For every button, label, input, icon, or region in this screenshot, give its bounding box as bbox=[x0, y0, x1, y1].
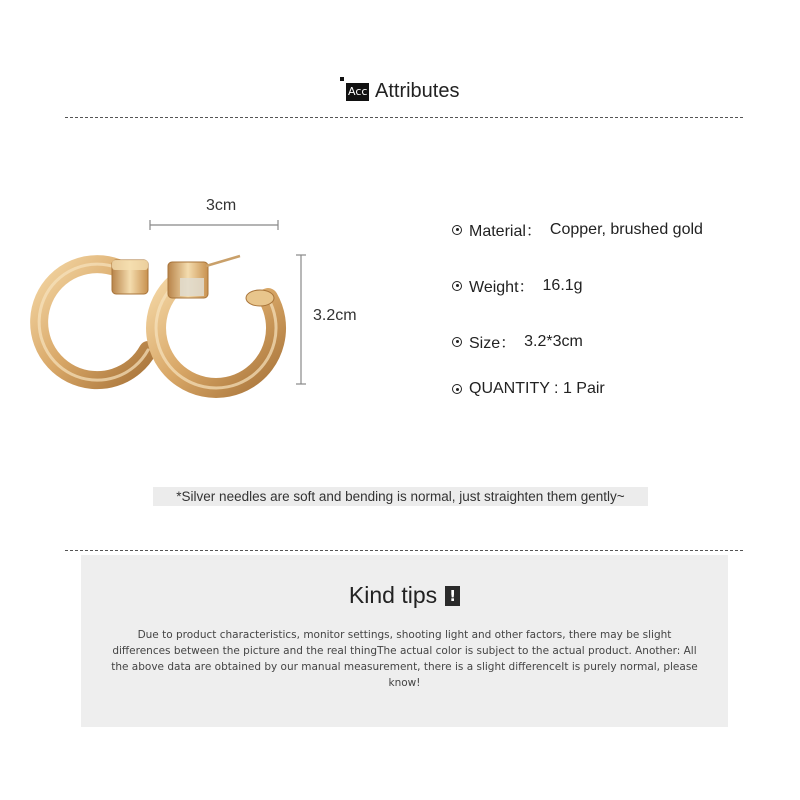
bullet-icon bbox=[452, 337, 462, 347]
top-divider bbox=[65, 117, 743, 118]
tips-title: Kind tips bbox=[348, 582, 438, 608]
spec-label: Material： bbox=[469, 223, 542, 240]
spec-label: Weight： bbox=[469, 279, 535, 296]
spec-value: 16.1g bbox=[542, 276, 583, 294]
care-note: *Silver needles are soft and bending is normal, just straighten them gently~ bbox=[153, 487, 648, 506]
header-dot bbox=[340, 77, 344, 81]
spec-value: 3.2*3cm bbox=[524, 332, 583, 350]
spec-quantity bbox=[452, 380, 613, 398]
spec-value: Copper, brushed gold bbox=[549, 220, 703, 238]
exclamation-icon: ! bbox=[445, 586, 460, 606]
spec-material bbox=[452, 218, 703, 241]
section-header bbox=[0, 76, 800, 112]
height-measure-label: 3.2cm bbox=[313, 307, 357, 324]
spec-label: QUANTITY : 1 Pair bbox=[469, 380, 605, 397]
tips-heading bbox=[81, 582, 728, 609]
section-title: Attributes bbox=[375, 80, 460, 102]
spec-size bbox=[452, 330, 583, 353]
width-measure-label: 3cm bbox=[206, 197, 237, 214]
bullet-icon bbox=[452, 384, 462, 394]
spec-label: Size： bbox=[469, 335, 517, 352]
tips-body: Due to product characteristics, monitor settings, shooting light and other factors, there may be slight differences between the picture and the real thingThe actual color is subject to the actual product. Another: All the above data are obtained by our manual measurement, there is a slight differenceIt is purely normal, please know! bbox=[111, 629, 698, 689]
product-image-area bbox=[30, 180, 390, 410]
earring-pin bbox=[206, 256, 240, 266]
bullet-icon bbox=[452, 281, 462, 291]
bullet-icon bbox=[452, 225, 462, 235]
kind-tips-panel bbox=[81, 555, 728, 727]
header-badge: Acc bbox=[346, 83, 369, 101]
middle-divider bbox=[65, 550, 743, 551]
spec-weight bbox=[452, 274, 583, 297]
